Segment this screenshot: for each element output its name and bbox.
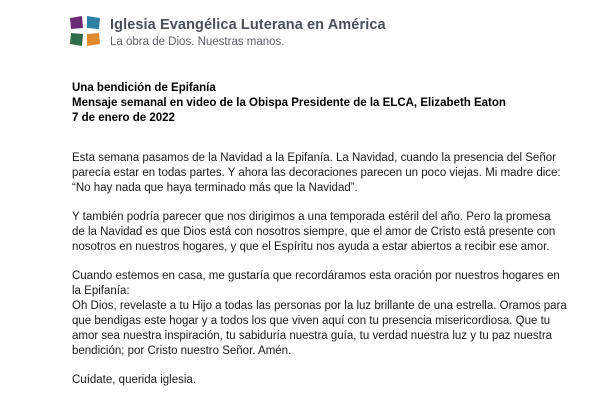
org-name: Iglesia Evangélica Luterana en América [110,17,386,33]
paragraph-line: Oh Dios, revelaste a tu Hijo a todas las personas por la luz brillante de una estrella. Oramos para [72,300,567,312]
paragraph-line: bendición; por Cristo nuestro Señor. Amén. [72,345,292,357]
elca-cross-logo-icon [68,14,102,48]
document-subtitle: Mensaje semanal en video de la Obispa Presidente de la ELCA, Elizabeth Eaton [72,97,506,109]
org-block [110,17,386,49]
paragraph-line: “No hay nada que haya terminado más que la Navidad”. [72,182,358,194]
paragraph-2 [72,210,556,255]
paragraph-line: nosotros en nuestros hogares, y que el Espíritu nos ayuda a estar abiertos a recibir ese amor. [72,241,550,253]
paragraph-line: de la Navidad es que Dios está con nosotros siempre, que el amor de Cristo está presente con [72,226,556,238]
document-body [72,151,567,402]
org-tagline: La obra de Dios. Nuestras manos. [110,36,285,48]
paragraph-line: parecía estar en todas partes. Y ahora las decoraciones parecen un poco viejas. Mi madre dice: [72,167,561,179]
paragraph-line: Esta semana pasamos de la Navidad a la Epifanía. La Navidad, cuando la presencia del Señor [72,152,556,164]
paragraph-line: Cuando estemos en casa, me gustaría que recordáramos esta oración por nuestros hogares en [72,270,560,282]
letterhead [68,14,386,49]
document-title: Una bendición de Epifanía [72,82,216,94]
paragraph-line: que bendigas este hogar y a todos los que viven aquí con tu presencia misericordiosa. Que tu [72,315,551,327]
paragraph-1 [72,151,561,196]
paragraph-line: amor sea nuestra inspiración, tu sabiduría nuestra guía, tu verdad nuestra luz y tu paz nuestra [72,330,553,342]
paragraph-line: Y también podría parecer que nos dirigimos a una temporada estéril del año. Pero la promesa [72,211,551,223]
paragraph-3-prayer [72,269,567,359]
document-date: 7 de enero de 2022 [72,112,175,124]
paragraph-line: Cuídate, querida iglesia. [72,374,197,386]
paragraph-line: la Epifanía: [72,285,130,297]
paragraph-4-closing [72,373,532,388]
title-block [72,81,572,126]
